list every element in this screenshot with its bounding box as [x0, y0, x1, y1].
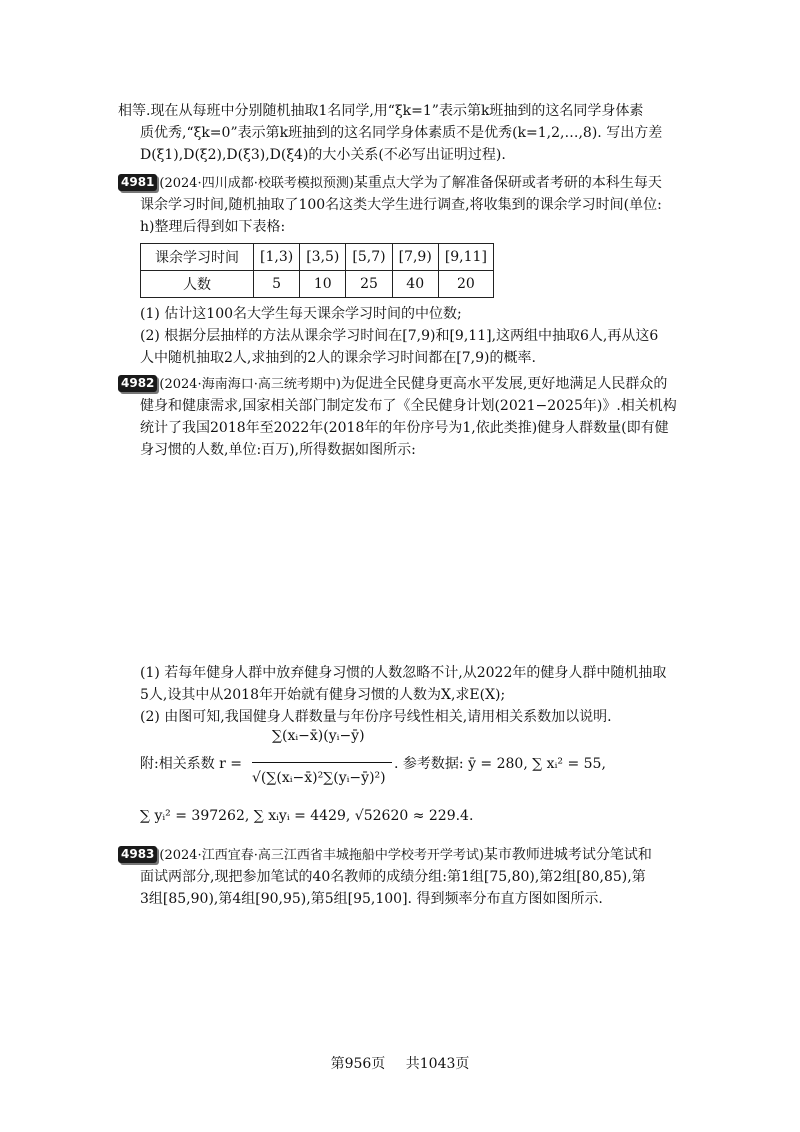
text-line: 课余学习时间,随机抽取了100名这类大学生进行调查,将收集到的课余学习时间(单位: — [140, 197, 662, 213]
page-total: 共1043页 — [405, 1056, 470, 1072]
text-line: 某重点大学为了解准备保研或者考研的本科生每天 — [353, 175, 662, 191]
table-cell: [7,9) — [392, 244, 438, 271]
fraction-bar — [252, 762, 392, 763]
text-line: 为促进全民健身更高水平发展,更好地满足人民群众的 — [340, 376, 668, 392]
table-cell: [9,11] — [438, 244, 493, 271]
problem-source: (2024·江西宜春·高三江西省丰城拖船中学校考开学考试) — [159, 848, 484, 863]
text-line: 某市教师进城考试分笔试和 — [483, 847, 652, 863]
problem-number-badge: 4983 — [118, 846, 157, 863]
text-line: 身习惯的人数,单位:百万),所得数据如图所示: — [140, 442, 416, 458]
question-line: (1) 估计这100名大学生每天课余学习时间的中位数; — [140, 306, 462, 322]
table-cell: 5 — [254, 271, 300, 298]
reference-data-2: ∑ yᵢ² = 397262, ∑ xᵢyᵢ = 4429, √52620 ≈ 229.4. — [140, 808, 474, 824]
formula-prefix: 附:相关系数 r = — [140, 756, 243, 772]
table-row-header: 人数 — [141, 271, 254, 298]
table-cell: [1,3) — [254, 244, 300, 271]
text-line: 统计了我国2018年至2022年(2018年的年份序号为1,依此类推)健身人群数量(即有健 — [140, 420, 669, 436]
table-cell: 10 — [300, 271, 346, 298]
problem-4983 — [118, 844, 683, 910]
question-line: 5人,设其中从2018年开始就有健身习惯的人数为X,求E(X); — [140, 687, 506, 703]
formula-denominator: √(∑(xᵢ−x̄)²∑(yᵢ−ȳ)²) — [252, 770, 386, 786]
table-cell: 25 — [346, 271, 392, 298]
problem-4982 — [118, 373, 683, 461]
reference-data-1: . 参考数据: ȳ = 280, ∑ xᵢ² = 55, — [394, 756, 606, 772]
text-line: 面试两部分,现把参加笔试的40名教师的成绩分组:第1组[75,80),第2组[80,85),第 — [140, 869, 646, 885]
text-line: 健身和健康需求,国家相关部门制定发布了《全民健身计划(2021−2025年)》.相关机构 — [140, 398, 677, 414]
table-row — [141, 244, 494, 271]
question-line: (2) 根据分层抽样的方法从课余学习时间在[7,9)和[9,11],这两组中抽取6人,再从这6 — [140, 328, 659, 344]
table-cell: [5,7) — [346, 244, 392, 271]
problem-4982-questions — [140, 662, 685, 728]
frequency-table — [140, 243, 494, 298]
page-footer — [0, 1053, 800, 1073]
question-line: 人中随机抽取2人,求抽到的2人的课余学习时间都在[7,9)的概率. — [140, 350, 536, 366]
table-cell: 20 — [438, 271, 493, 298]
table-row — [141, 271, 494, 298]
table-cell: [3,5) — [300, 244, 346, 271]
problem-4981 — [118, 172, 683, 238]
text-line: 质优秀,“ξk=0”表示第k班抽到的这名同学身体素质不是优秀(k=1,2,…,8). 写出方差 — [140, 125, 663, 141]
problem-number-badge: 4981 — [118, 174, 157, 191]
problem-number-badge: 4982 — [118, 375, 157, 392]
text-line: 相等.现在从每班中分别随机抽取1名同学,用“ξk=1”表示第k班抽到的这名同学身体素 — [118, 103, 644, 119]
formula-numerator: ∑(xᵢ−x̄)(yᵢ−ȳ) — [272, 728, 365, 744]
table-cell: 40 — [392, 271, 438, 298]
problem-4981-questions — [140, 303, 685, 369]
table-row-header: 课余学习时间 — [141, 244, 254, 271]
problem-source: (2024·四川成都·校联考模拟预测) — [159, 176, 354, 191]
question-line: (1) 若每年健身人群中放弃健身习惯的人数忽略不计,从2022年的健身人群中随机抽取 — [140, 665, 667, 681]
figure-placeholder — [140, 470, 680, 650]
intro-text — [118, 100, 683, 166]
question-line: (2) 由图可知,我国健身人群数量与年份序号线性相关,请用相关系数加以说明. — [140, 709, 612, 725]
page-number: 第956页 — [330, 1056, 386, 1072]
problem-source: (2024·海南海口·高三统考期中) — [159, 377, 341, 392]
text-line: 3组[85,90),第4组[90,95),第5组[95,100]. 得到频率分布直方图如图所示. — [140, 891, 603, 907]
text-line: D(ξ1),D(ξ2),D(ξ3),D(ξ4)的大小关系(不必写出证明过程). — [140, 147, 506, 163]
text-line: h)整理后得到如下表格: — [140, 219, 286, 235]
